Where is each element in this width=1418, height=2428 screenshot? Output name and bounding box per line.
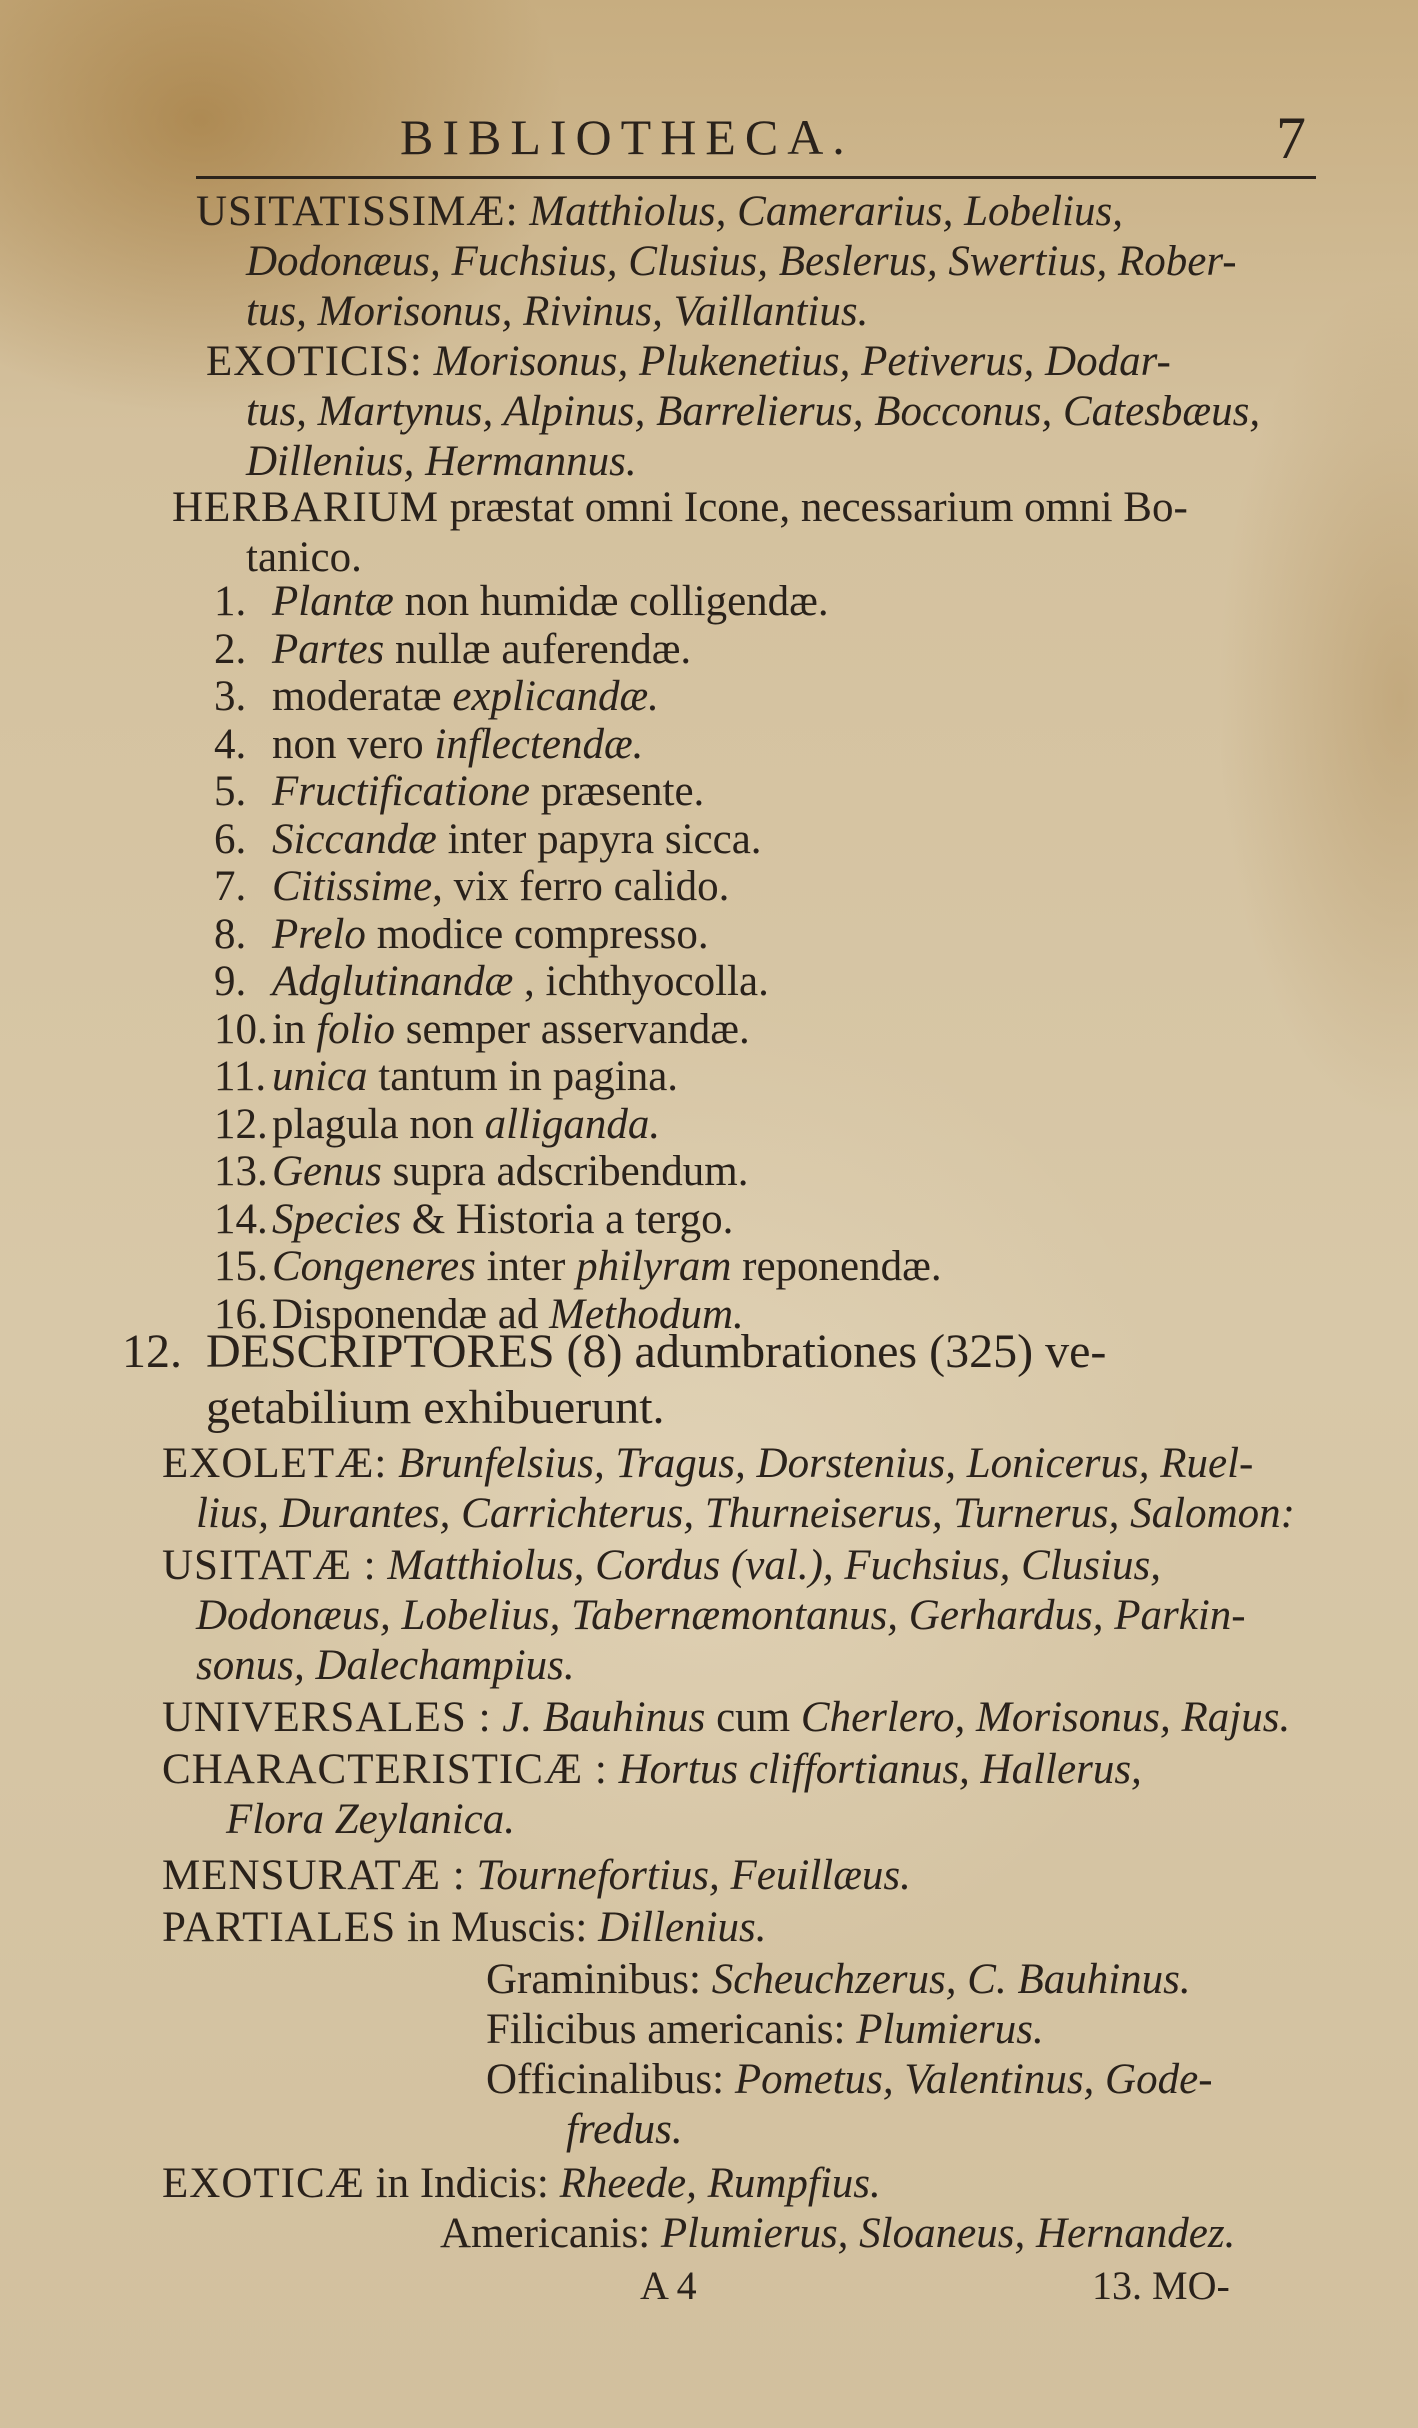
filicibus-line (486, 2006, 1044, 2054)
rule-text: inter (475, 1243, 577, 1290)
rule-italic-term: Partes (272, 626, 385, 673)
rule-text: præsente. (529, 768, 705, 815)
rule-text: in (272, 1006, 317, 1053)
rule-text: & Historia a tergo. (400, 1196, 734, 1243)
rule-italic-term: Genus (272, 1148, 382, 1195)
rule-text: reponendæ. (731, 1243, 942, 1290)
rule-item (214, 1196, 733, 1244)
characteristicae-works-1: Hortus cliffortianus, Hallerus, (618, 1746, 1142, 1793)
characteristicae-line-1 (162, 1746, 1142, 1794)
americanis-authors: Plumierus, Sloaneus, Hernandez. (660, 2210, 1236, 2257)
rule-item (214, 673, 659, 721)
usitatissimae-line-1 (196, 188, 1123, 236)
rule-italic-term: Fructificatione (272, 768, 530, 815)
rule-number: 9. (214, 958, 247, 1005)
rule-number: 15. (214, 1243, 268, 1290)
herbarium-heading: HERBARIUM (172, 484, 440, 531)
partiales-in-muscis: in Muscis: (396, 1904, 599, 1951)
usitatae-heading: USITATÆ : (162, 1542, 377, 1589)
rule-number: 1. (214, 578, 247, 625)
rule-item (214, 911, 709, 959)
exoticis-authors-1: Morisonus, Plukenetius, Petiverus, Dodar- (433, 338, 1171, 385)
rule-number: 10. (214, 1006, 268, 1053)
rule-italic-term: Siccandæ (272, 816, 437, 863)
rule-italic-term: folio (316, 1006, 396, 1053)
rule-item (214, 816, 762, 864)
signature-mark: A 4 (640, 2263, 697, 2308)
rule-number: 12. (214, 1101, 268, 1148)
rule-item (214, 768, 704, 816)
rule-text: nullæ auferendæ. (384, 626, 692, 673)
partiales-heading: PARTIALES (162, 1904, 397, 1951)
rule-italic-term: Plantæ (272, 578, 394, 625)
rule-item (214, 863, 729, 911)
rule-italic-term: alliganda. (484, 1101, 661, 1148)
herbarium-line-1 (172, 484, 1188, 532)
rule-number: 6. (214, 816, 247, 863)
rule-number: 14. (214, 1196, 268, 1243)
catchword: 13. MO- (1092, 2263, 1230, 2308)
herbarium-text-1: præstat omni Icone, necessarium omni Bo- (449, 484, 1188, 531)
universales-authors-1: J. Bauhinus (502, 1694, 706, 1741)
usitatae-line-2: Dodonæus, Lobelius, Tabernæmontanus, Gerhardus, Parkin- (196, 1592, 1246, 1639)
filicibus-authors: Plumierus. (856, 2006, 1044, 2053)
universales-authors-2: Cherlero, Morisonus, Rajus. (800, 1694, 1291, 1741)
rule-italic-term: inflectendæ. (434, 721, 644, 768)
usitatissimae-authors-1: Matthiolus, Camerarius, Lobelius, (529, 188, 1123, 235)
partiales-muscis-author: Dillenius. (598, 1904, 767, 1951)
exoticis-line-3: Dillenius, Hermannus. (246, 438, 637, 485)
usitatae-authors-1: Matthiolus, Cordus (val.), Fuchsius, Clusius, (387, 1542, 1161, 1589)
exoticae-heading: EXOTICÆ (162, 2160, 365, 2207)
rule-item (214, 1148, 748, 1196)
mensuratae-line (162, 1852, 911, 1900)
exoticae-in-indicis: in Indicis: (364, 2160, 560, 2207)
page-number: 7 (1276, 105, 1306, 171)
rule-number: 8. (214, 911, 247, 958)
exoticis-line-1 (206, 338, 1171, 386)
rule-item (214, 1053, 678, 1101)
rule-item (214, 578, 829, 626)
usitatissimae-line-2: Dodonæus, Fuchsius, Clusius, Beslerus, Swertius, Rober- (246, 238, 1237, 285)
rule-italic-term: Species (272, 1196, 401, 1243)
usitatissimae-heading: USITATISSIMÆ: (196, 188, 519, 235)
rule-italic-term: Adglutinandæ (272, 958, 514, 1005)
usitatae-line-1 (162, 1542, 1161, 1590)
officinalibus-authors: Pometus, Valentinus, Gode- (734, 2056, 1213, 2103)
graminibus-label: Graminibus: (486, 1956, 712, 2003)
rule-italic-term: Congeneres (272, 1243, 476, 1290)
rule-text: semper asservandæ. (395, 1006, 750, 1053)
rule-number: 2. (214, 626, 247, 673)
exoletae-authors-1: Brunfelsius, Tragus, Dorstenius, Lonicerus, Ruel- (398, 1440, 1254, 1487)
rule-italic-term: Methodum. (549, 1291, 744, 1338)
mensuratae-authors: Tournefortius, Feuillæus. (476, 1852, 911, 1899)
rule-text: inter papyra sicca. (436, 816, 762, 863)
graminibus-line (486, 1956, 1191, 2004)
rule-item (214, 1243, 942, 1291)
rule-text: modice compresso. (365, 911, 709, 958)
rule-italic-term: unica (272, 1053, 368, 1100)
rule-italic-term: philyram (576, 1243, 732, 1290)
rule-text: non humidæ colligendæ. (393, 578, 829, 625)
graminibus-authors: Scheuchzerus, C. Bauhinus. (711, 1956, 1191, 2003)
exoticis-line-2: tus, Martynus, Alpinus, Barrelierus, Bocconus, Catesbæus, (246, 388, 1261, 435)
officinalibus-label: Officinalibus: (486, 2056, 735, 2103)
rule-text: non vero (272, 721, 435, 768)
herbarium-line-2: tanico. (246, 534, 362, 581)
universales-cum: cum (705, 1694, 801, 1741)
rule-number: 11. (214, 1053, 267, 1100)
rule-number: 4. (214, 721, 247, 768)
partiales-line (162, 1904, 767, 1952)
mensuratae-heading: MENSURATÆ : (162, 1852, 466, 1899)
exoletae-line-1 (162, 1440, 1253, 1488)
section-12-line-2: getabilium exhibuerunt. (206, 1381, 665, 1434)
rule-italic-term: Citissime (272, 863, 433, 910)
rule-text: , ichthyocolla. (513, 958, 769, 1005)
section-12-heading: DESCRIPTORES (8) adumbrationes (325) ve- (206, 1325, 1107, 1378)
exoticis-heading: EXOTICIS: (206, 338, 423, 385)
usitatae-line-3: sonus, Dalechampius. (196, 1642, 575, 1689)
rule-text: plagula non (272, 1101, 485, 1148)
universales-line (162, 1694, 1290, 1742)
americanis-label: Americanis: (440, 2210, 661, 2257)
exoticae-indicis-authors: Rheede, Rumpfius. (559, 2160, 881, 2207)
rule-item (214, 1006, 750, 1054)
rule-italic-term: Prelo (272, 911, 366, 958)
section-12-line-1 (122, 1325, 1107, 1378)
rule-number: 5. (214, 768, 247, 815)
rule-item (214, 721, 643, 769)
exoletae-line-2: lius, Durantes, Carrichterus, Thurneiserus, Turnerus, Salomon: (196, 1490, 1295, 1537)
rule-item (214, 626, 691, 674)
exoletae-heading: EXOLETÆ: (162, 1440, 388, 1487)
universales-heading: UNIVERSALES : (162, 1694, 492, 1741)
rule-text: , vix ferro calido. (432, 863, 730, 910)
americanis-line (440, 2210, 1235, 2258)
rule-number: 3. (214, 673, 247, 720)
exoticae-line (162, 2160, 881, 2208)
running-head: BIBLIOTHECA. (400, 109, 854, 165)
rule-item (214, 1101, 660, 1149)
rule-italic-term: explicandæ. (452, 673, 659, 720)
section-number: 12. (122, 1325, 182, 1378)
characteristicae-line-2: Flora Zeylanica. (226, 1796, 516, 1843)
characteristicae-heading: CHARACTERISTICÆ : (162, 1746, 608, 1793)
rule-number: 13. (214, 1148, 268, 1195)
rule-item (214, 958, 769, 1006)
rule-text: Disponendæ ad (272, 1291, 550, 1338)
header-rule (196, 176, 1316, 179)
rule-number: 16. (214, 1291, 268, 1338)
officinalibus-line-2: fredus. (566, 2106, 683, 2153)
rule-text: moderatæ (272, 673, 453, 720)
usitatissimae-line-3: tus, Morisonus, Rivinus, Vaillantius. (246, 288, 869, 335)
filicibus-label: Filicibus americanis: (486, 2006, 857, 2053)
officinalibus-line (486, 2056, 1213, 2104)
rule-number: 7. (214, 863, 247, 910)
rule-text: supra adscribendum. (381, 1148, 749, 1195)
rule-text: tantum in pagina. (367, 1053, 679, 1100)
